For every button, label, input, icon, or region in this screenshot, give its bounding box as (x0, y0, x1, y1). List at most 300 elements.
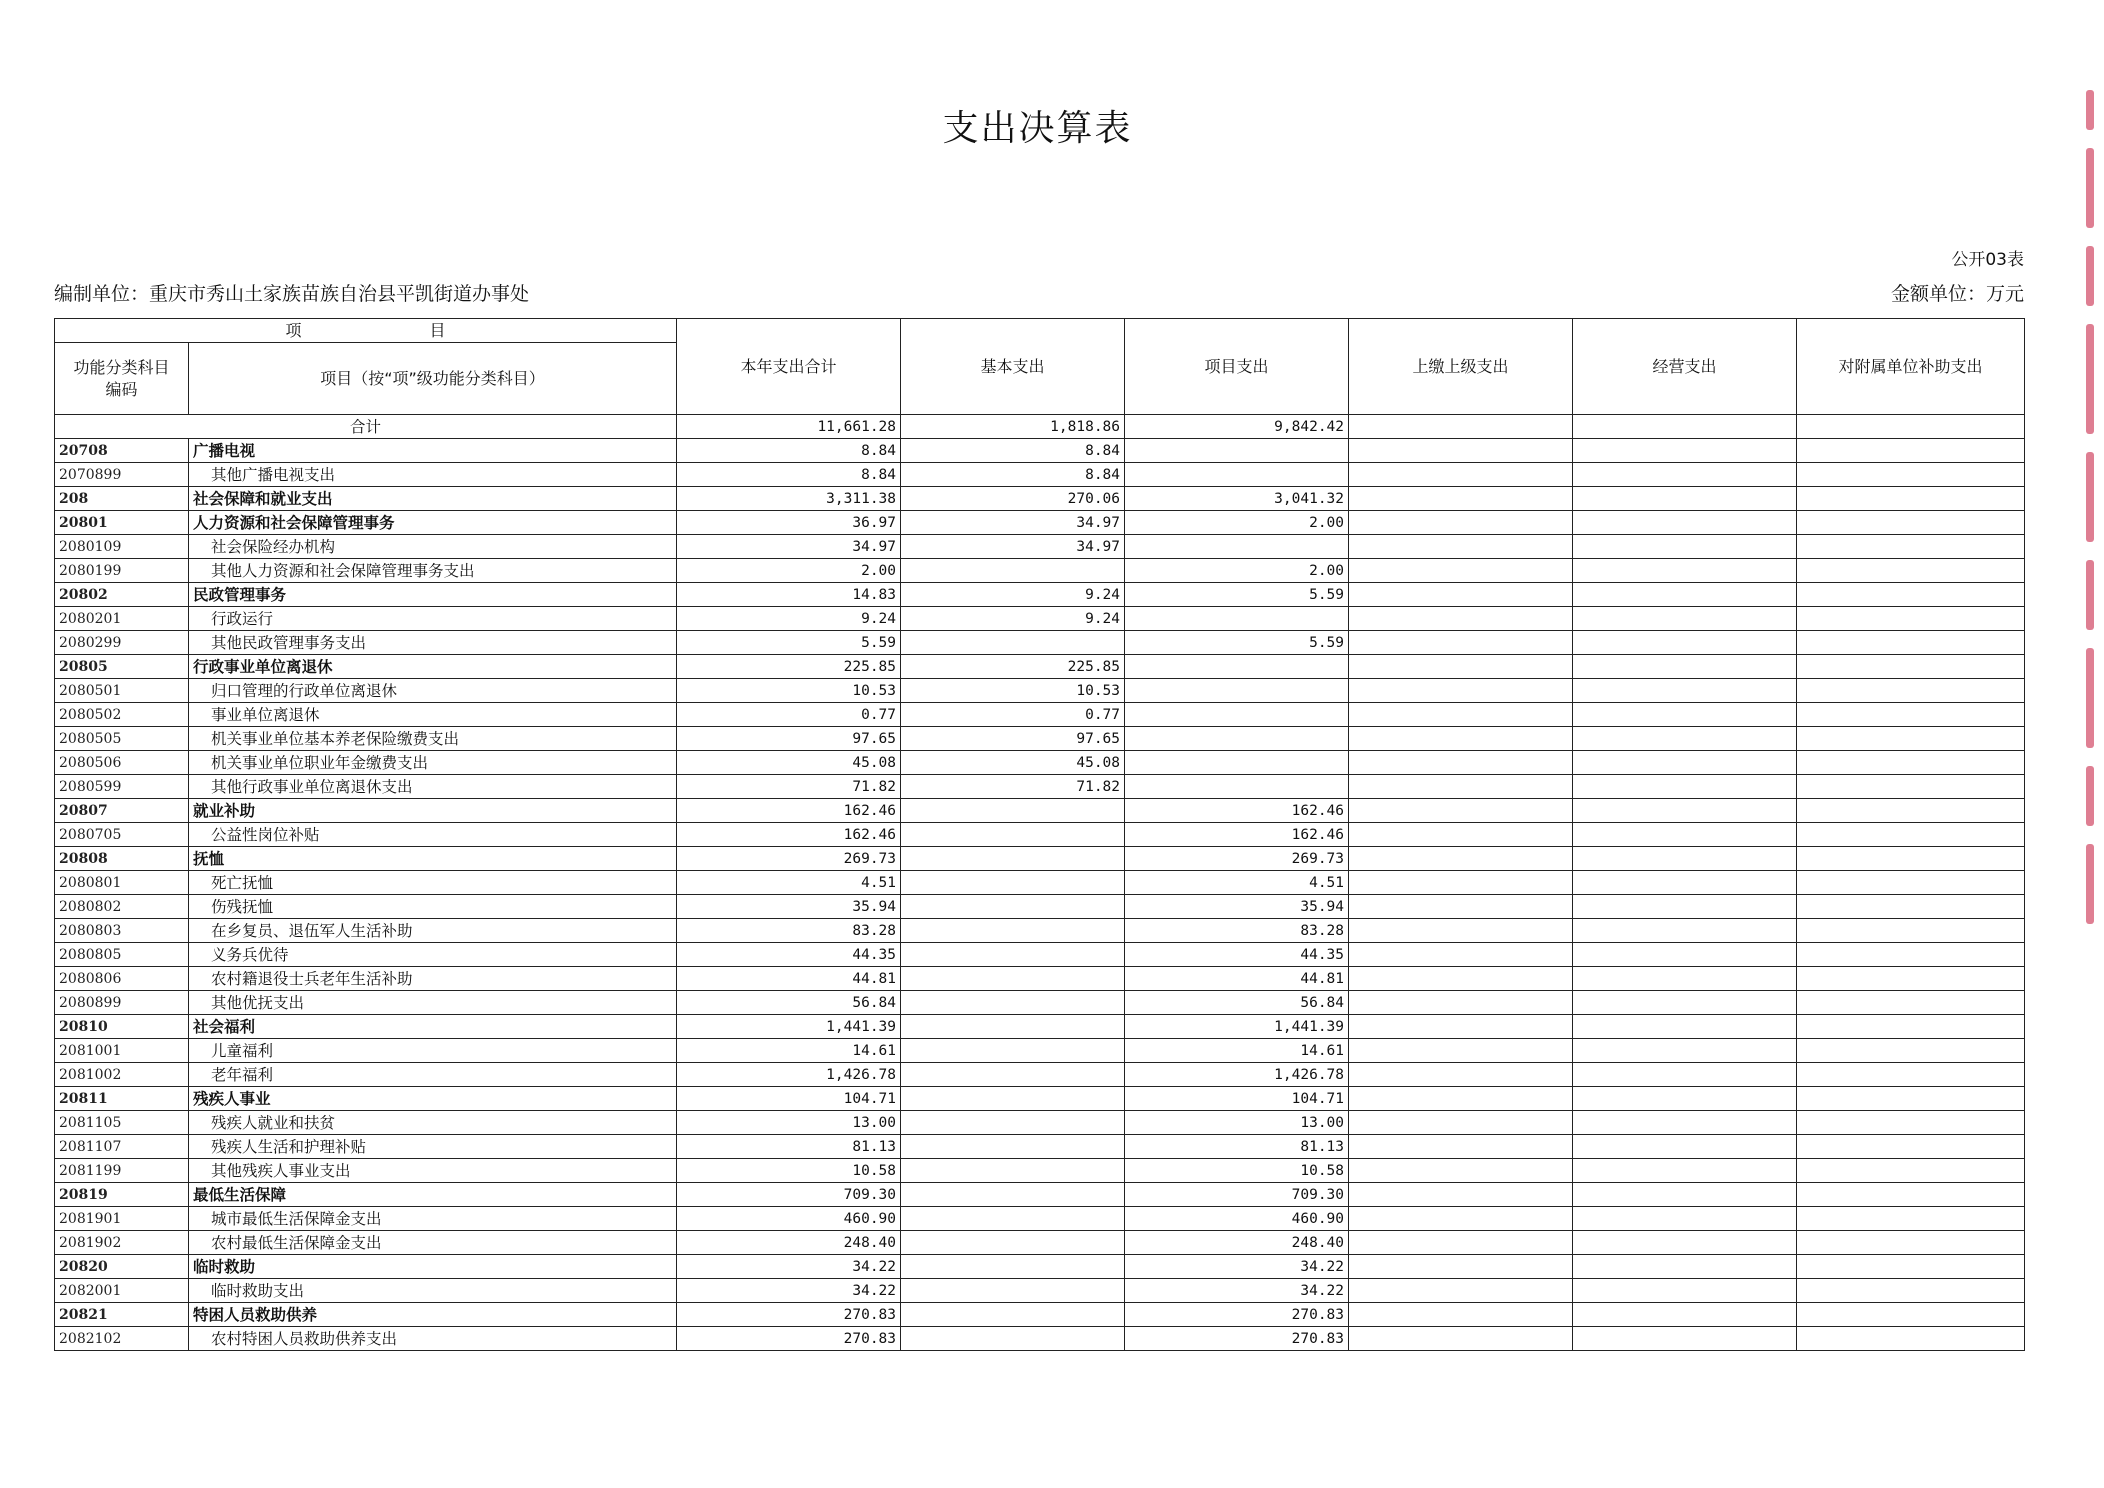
form-number: 公开03表 (1951, 250, 2024, 270)
header-code: 功能分类科目编码 (55, 343, 189, 415)
row-code: 2081107 (55, 1135, 189, 1159)
row-upper (1349, 1255, 1573, 1279)
row-name: 在乡复员、退伍军人生活补助 (189, 919, 677, 943)
row-item: 2.00 (1125, 559, 1349, 583)
row-item: 270.83 (1125, 1327, 1349, 1351)
table-row (55, 991, 2025, 1015)
row-subsidy (1797, 1303, 2025, 1327)
row-code: 20811 (55, 1087, 189, 1111)
table-row (55, 871, 2025, 895)
row-basic (901, 1231, 1125, 1255)
row-code: 2081105 (55, 1111, 189, 1135)
row-item: 44.81 (1125, 967, 1349, 991)
row-upper (1349, 871, 1573, 895)
row-total: 5.59 (677, 631, 901, 655)
row-code: 20805 (55, 655, 189, 679)
row-code: 20808 (55, 847, 189, 871)
row-basic: 71.82 (901, 775, 1125, 799)
row-business (1573, 703, 1797, 727)
row-business (1573, 1327, 1797, 1351)
row-total: 35.94 (677, 895, 901, 919)
row-business (1573, 1015, 1797, 1039)
row-subsidy (1797, 535, 2025, 559)
row-name: 农村特困人员救助供养支出 (189, 1327, 677, 1351)
row-basic (901, 1303, 1125, 1327)
header-basic: 基本支出 (901, 319, 1125, 415)
header-name: 项目（按“项”级功能分类科目） (189, 343, 677, 415)
row-total: 460.90 (677, 1207, 901, 1231)
row-business (1573, 1063, 1797, 1087)
row-upper (1349, 751, 1573, 775)
row-total: 81.13 (677, 1135, 901, 1159)
row-subsidy (1797, 583, 2025, 607)
row-item: 270.83 (1125, 1303, 1349, 1327)
row-basic: 97.65 (901, 727, 1125, 751)
row-item: 5.59 (1125, 583, 1349, 607)
row-basic (901, 1039, 1125, 1063)
table-row (55, 463, 2025, 487)
header-subsidy: 对附属单位补助支出 (1797, 319, 2025, 415)
table-row (55, 655, 2025, 679)
row-code: 2081001 (55, 1039, 189, 1063)
row-item (1125, 751, 1349, 775)
row-subsidy (1797, 1159, 2025, 1183)
row-item: 13.00 (1125, 1111, 1349, 1135)
row-upper (1349, 1303, 1573, 1327)
row-item: 162.46 (1125, 823, 1349, 847)
row-upper (1349, 847, 1573, 871)
row-upper (1349, 559, 1573, 583)
row-code: 2081199 (55, 1159, 189, 1183)
row-subsidy (1797, 823, 2025, 847)
row-total: 269.73 (677, 847, 901, 871)
row-code: 2080806 (55, 967, 189, 991)
row-code: 2070899 (55, 463, 189, 487)
row-code: 20819 (55, 1183, 189, 1207)
row-name: 其他民政管理事务支出 (189, 631, 677, 655)
row-subsidy (1797, 703, 2025, 727)
row-total: 56.84 (677, 991, 901, 1015)
row-basic (901, 1063, 1125, 1087)
row-business (1573, 559, 1797, 583)
row-upper (1349, 727, 1573, 751)
row-code: 2081002 (55, 1063, 189, 1087)
row-item: 34.22 (1125, 1279, 1349, 1303)
row-basic: 10.53 (901, 679, 1125, 703)
row-name: 农村籍退役士兵老年生活补助 (189, 967, 677, 991)
row-business (1573, 511, 1797, 535)
row-item (1125, 775, 1349, 799)
row-item: 162.46 (1125, 799, 1349, 823)
row-upper (1349, 1039, 1573, 1063)
row-total: 71.82 (677, 775, 901, 799)
row-subsidy (1797, 991, 2025, 1015)
row-item: 460.90 (1125, 1207, 1349, 1231)
row-total: 0.77 (677, 703, 901, 727)
row-item: 1,441.39 (1125, 1015, 1349, 1039)
row-business (1573, 751, 1797, 775)
row-code: 2080201 (55, 607, 189, 631)
row-basic (901, 1207, 1125, 1231)
row-code: 20810 (55, 1015, 189, 1039)
row-business (1573, 919, 1797, 943)
row-item: 83.28 (1125, 919, 1349, 943)
row-total: 10.58 (677, 1159, 901, 1183)
row-upper (1349, 1015, 1573, 1039)
row-item: 5.59 (1125, 631, 1349, 655)
table-row (55, 1327, 2025, 1351)
row-name: 公益性岗位补贴 (189, 823, 677, 847)
table-row (55, 1159, 2025, 1183)
row-basic: 8.84 (901, 439, 1125, 463)
table-row (55, 535, 2025, 559)
amount-unit: 金额单位：万元 (1890, 283, 2024, 305)
table-row (55, 1015, 2025, 1039)
row-business (1573, 655, 1797, 679)
row-subsidy (1797, 1015, 2025, 1039)
row-name: 社会福利 (189, 1015, 677, 1039)
row-name: 行政事业单位离退休 (189, 655, 677, 679)
row-basic: 34.97 (901, 535, 1125, 559)
row-basic (901, 799, 1125, 823)
total-business (1573, 415, 1797, 439)
row-upper (1349, 703, 1573, 727)
table-row (55, 1207, 2025, 1231)
row-name: 就业补助 (189, 799, 677, 823)
row-subsidy (1797, 1135, 2025, 1159)
row-item: 34.22 (1125, 1255, 1349, 1279)
table-row (55, 487, 2025, 511)
table-row (55, 559, 2025, 583)
row-total: 8.84 (677, 463, 901, 487)
page-title: 支出决算表 (942, 108, 1133, 149)
row-subsidy (1797, 967, 2025, 991)
row-total: 270.83 (677, 1327, 901, 1351)
table-row (55, 895, 2025, 919)
row-upper (1349, 967, 1573, 991)
row-code: 20821 (55, 1303, 189, 1327)
row-upper (1349, 535, 1573, 559)
row-total: 36.97 (677, 511, 901, 535)
row-name: 机关事业单位职业年金缴费支出 (189, 751, 677, 775)
row-total: 1,426.78 (677, 1063, 901, 1087)
row-subsidy (1797, 1231, 2025, 1255)
row-business (1573, 679, 1797, 703)
row-business (1573, 727, 1797, 751)
row-upper (1349, 1111, 1573, 1135)
compiling-unit: 编制单位：重庆市秀山土家族苗族自治县平凯街道办事处 (54, 283, 530, 305)
expenditure-table (54, 318, 2025, 1351)
row-business (1573, 439, 1797, 463)
row-upper (1349, 1063, 1573, 1087)
row-code: 2080805 (55, 943, 189, 967)
row-subsidy (1797, 751, 2025, 775)
table-row (55, 1111, 2025, 1135)
table-row (55, 823, 2025, 847)
row-upper (1349, 1159, 1573, 1183)
row-code: 2081901 (55, 1207, 189, 1231)
row-item (1125, 607, 1349, 631)
row-basic (901, 823, 1125, 847)
row-basic (901, 991, 1125, 1015)
row-subsidy (1797, 559, 2025, 583)
row-item: 709.30 (1125, 1183, 1349, 1207)
row-item: 104.71 (1125, 1087, 1349, 1111)
row-upper (1349, 823, 1573, 847)
row-upper (1349, 895, 1573, 919)
row-upper (1349, 1183, 1573, 1207)
header-total: 本年支出合计 (677, 319, 901, 415)
row-name: 特困人员救助供养 (189, 1303, 677, 1327)
row-item: 56.84 (1125, 991, 1349, 1015)
table-row (55, 1039, 2025, 1063)
row-basic (901, 1087, 1125, 1111)
row-business (1573, 463, 1797, 487)
table-row (55, 1279, 2025, 1303)
row-upper (1349, 1207, 1573, 1231)
row-item: 1,426.78 (1125, 1063, 1349, 1087)
row-name: 伤残抚恤 (189, 895, 677, 919)
row-basic (901, 1279, 1125, 1303)
row-basic (901, 895, 1125, 919)
table-row (55, 1063, 2025, 1087)
row-item (1125, 655, 1349, 679)
row-total: 34.22 (677, 1279, 901, 1303)
row-total: 709.30 (677, 1183, 901, 1207)
row-subsidy (1797, 511, 2025, 535)
row-total: 10.53 (677, 679, 901, 703)
row-upper (1349, 439, 1573, 463)
row-total: 9.24 (677, 607, 901, 631)
row-upper (1349, 1087, 1573, 1111)
row-name: 义务兵优待 (189, 943, 677, 967)
row-business (1573, 631, 1797, 655)
row-total: 13.00 (677, 1111, 901, 1135)
row-subsidy (1797, 1111, 2025, 1135)
row-item: 4.51 (1125, 871, 1349, 895)
row-name: 广播电视 (189, 439, 677, 463)
row-code: 2080502 (55, 703, 189, 727)
row-name: 行政运行 (189, 607, 677, 631)
row-subsidy (1797, 727, 2025, 751)
row-subsidy (1797, 439, 2025, 463)
total-subsidy (1797, 415, 2025, 439)
row-subsidy (1797, 775, 2025, 799)
table-row (55, 799, 2025, 823)
row-total: 4.51 (677, 871, 901, 895)
row-upper (1349, 511, 1573, 535)
row-basic (901, 1255, 1125, 1279)
row-basic (901, 847, 1125, 871)
header-item: 项目支出 (1125, 319, 1349, 415)
table-row (55, 1303, 2025, 1327)
row-subsidy (1797, 607, 2025, 631)
table-row (55, 607, 2025, 631)
row-business (1573, 1255, 1797, 1279)
row-basic: 9.24 (901, 583, 1125, 607)
row-code: 2080803 (55, 919, 189, 943)
row-subsidy (1797, 1063, 2025, 1087)
table-row (55, 1255, 2025, 1279)
row-name: 老年福利 (189, 1063, 677, 1087)
row-total: 44.81 (677, 967, 901, 991)
row-item: 248.40 (1125, 1231, 1349, 1255)
row-code: 20820 (55, 1255, 189, 1279)
row-item (1125, 703, 1349, 727)
row-total: 270.83 (677, 1303, 901, 1327)
total-label: 合计 (55, 415, 677, 439)
row-total: 14.83 (677, 583, 901, 607)
row-name: 残疾人生活和护理补贴 (189, 1135, 677, 1159)
row-code: 2080506 (55, 751, 189, 775)
red-stamp-marks (2080, 90, 2100, 1190)
row-item: 3,041.32 (1125, 487, 1349, 511)
table-row (55, 967, 2025, 991)
row-code: 20801 (55, 511, 189, 535)
total-amount: 11,661.28 (677, 415, 901, 439)
row-total: 162.46 (677, 823, 901, 847)
table-row (55, 1135, 2025, 1159)
row-name: 残疾人事业 (189, 1087, 677, 1111)
row-total: 34.22 (677, 1255, 901, 1279)
row-subsidy (1797, 871, 2025, 895)
row-business (1573, 1159, 1797, 1183)
row-name: 临时救助支出 (189, 1279, 677, 1303)
row-business (1573, 1279, 1797, 1303)
row-upper (1349, 775, 1573, 799)
row-business (1573, 775, 1797, 799)
row-upper (1349, 463, 1573, 487)
row-name: 社会保险经办机构 (189, 535, 677, 559)
row-basic (901, 967, 1125, 991)
row-name: 民政管理事务 (189, 583, 677, 607)
header-upper: 上缴上级支出 (1349, 319, 1573, 415)
row-upper (1349, 631, 1573, 655)
table-row (55, 943, 2025, 967)
table-row (55, 919, 2025, 943)
row-name: 临时救助 (189, 1255, 677, 1279)
row-name: 残疾人就业和扶贫 (189, 1111, 677, 1135)
row-business (1573, 967, 1797, 991)
row-upper (1349, 919, 1573, 943)
row-name: 机关事业单位基本养老保险缴费支出 (189, 727, 677, 751)
row-item (1125, 535, 1349, 559)
row-basic: 9.24 (901, 607, 1125, 631)
row-subsidy (1797, 919, 2025, 943)
header-project: 项 目 (55, 319, 677, 343)
row-business (1573, 847, 1797, 871)
row-basic (901, 1183, 1125, 1207)
row-code: 2080802 (55, 895, 189, 919)
row-business (1573, 991, 1797, 1015)
row-subsidy (1797, 1039, 2025, 1063)
row-subsidy (1797, 1183, 2025, 1207)
total-basic: 1,818.86 (901, 415, 1125, 439)
row-basic: 0.77 (901, 703, 1125, 727)
row-upper (1349, 655, 1573, 679)
row-code: 2082001 (55, 1279, 189, 1303)
row-subsidy (1797, 799, 2025, 823)
row-total: 8.84 (677, 439, 901, 463)
row-code: 2082102 (55, 1327, 189, 1351)
row-total: 2.00 (677, 559, 901, 583)
row-upper (1349, 1135, 1573, 1159)
table-row (55, 439, 2025, 463)
row-basic (901, 943, 1125, 967)
row-business (1573, 1111, 1797, 1135)
table-row (55, 1087, 2025, 1111)
row-business (1573, 1231, 1797, 1255)
row-total: 45.08 (677, 751, 901, 775)
row-business (1573, 943, 1797, 967)
table-row (55, 775, 2025, 799)
row-name: 其他残疾人事业支出 (189, 1159, 677, 1183)
table-row (55, 703, 2025, 727)
row-business (1573, 1303, 1797, 1327)
table-row (55, 1183, 2025, 1207)
row-upper (1349, 1279, 1573, 1303)
row-total: 104.71 (677, 1087, 901, 1111)
row-basic: 270.06 (901, 487, 1125, 511)
row-subsidy (1797, 1327, 2025, 1351)
total-upper (1349, 415, 1573, 439)
row-basic: 225.85 (901, 655, 1125, 679)
row-item: 14.61 (1125, 1039, 1349, 1063)
row-business (1573, 1087, 1797, 1111)
row-subsidy (1797, 895, 2025, 919)
row-code: 2080109 (55, 535, 189, 559)
row-subsidy (1797, 1255, 2025, 1279)
row-business (1573, 1183, 1797, 1207)
row-code: 20802 (55, 583, 189, 607)
row-basic (901, 559, 1125, 583)
row-total: 14.61 (677, 1039, 901, 1063)
row-business (1573, 1135, 1797, 1159)
row-upper (1349, 607, 1573, 631)
row-name: 最低生活保障 (189, 1183, 677, 1207)
row-business (1573, 487, 1797, 511)
row-upper (1349, 583, 1573, 607)
row-business (1573, 895, 1797, 919)
row-item (1125, 439, 1349, 463)
row-business (1573, 871, 1797, 895)
total-item: 9,842.42 (1125, 415, 1349, 439)
row-name: 人力资源和社会保障管理事务 (189, 511, 677, 535)
row-subsidy (1797, 1087, 2025, 1111)
row-code: 2080599 (55, 775, 189, 799)
row-basic: 34.97 (901, 511, 1125, 535)
row-item: 81.13 (1125, 1135, 1349, 1159)
table-row (55, 751, 2025, 775)
row-upper (1349, 943, 1573, 967)
row-total: 34.97 (677, 535, 901, 559)
row-basic (901, 1159, 1125, 1183)
row-total: 1,441.39 (677, 1015, 901, 1039)
row-item: 35.94 (1125, 895, 1349, 919)
row-code: 2080501 (55, 679, 189, 703)
row-total: 97.65 (677, 727, 901, 751)
row-item (1125, 679, 1349, 703)
row-name: 抚恤 (189, 847, 677, 871)
row-total: 225.85 (677, 655, 901, 679)
row-basic (901, 1015, 1125, 1039)
row-name: 城市最低生活保障金支出 (189, 1207, 677, 1231)
row-upper (1349, 991, 1573, 1015)
row-code: 2080199 (55, 559, 189, 583)
row-subsidy (1797, 943, 2025, 967)
row-basic (901, 1135, 1125, 1159)
row-basic (901, 871, 1125, 895)
